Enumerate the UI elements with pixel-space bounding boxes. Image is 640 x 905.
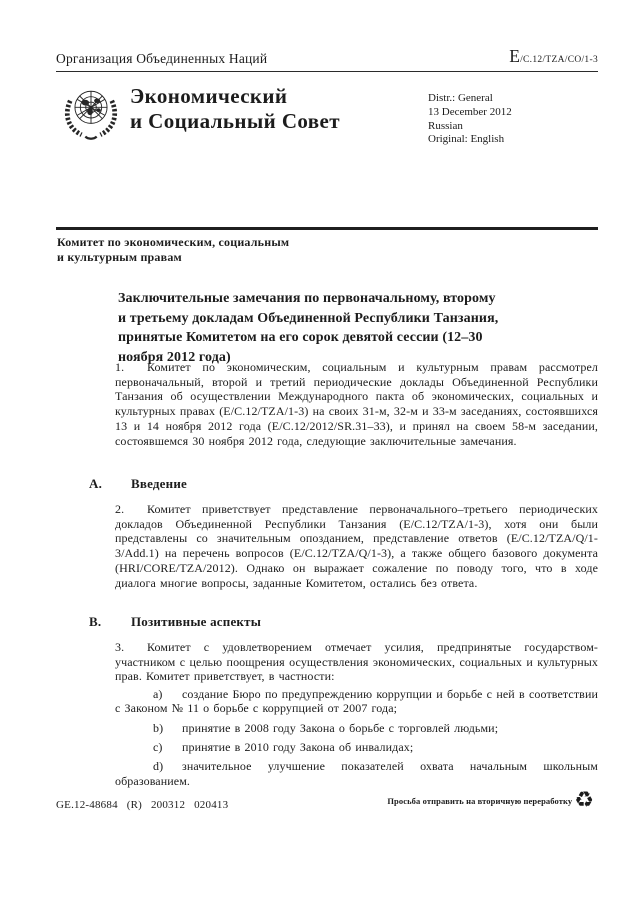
committee-line1: Комитет по экономическим, социальным (57, 235, 290, 249)
distr-line: Distr.: General (428, 92, 493, 104)
subparagraph-text: принятие в 2010 году Закона об инвалидах; (182, 739, 414, 754)
paragraph-text: Комитет с удовлетворением отмечает усилия, предпринятые государством-участником с целью поощрения осуществления экономических, социальных и культурных прав. Комитет приветствует, в частности: (115, 640, 598, 684)
subparagraph-label: c) (153, 739, 163, 754)
paragraph-text: Комитет по экономическим, социальным и культурным правам рассмотрел первоначальный, второй и третий периодические доклады Объединенной Республики Танзания об осуществлении Международного пакта об экономических, социальных и культурных правах (E/C.12/TZA/1-3) на своих 31-м, 32-м и 33-м заседаниях, состоявшихся 13 и 14 ноября 2012 года (E/C.12/2012/SR.31–33), и принял на своем 58-м заседании, состоявшемся 30 ноября 2012 года, следующие заключительные замечания. (115, 360, 598, 448)
subparagraph-label: a) (153, 686, 163, 701)
distr-date: 13 December 2012 (428, 105, 512, 118)
subparagraph-b (115, 721, 598, 736)
council-title (130, 84, 340, 134)
subparagraph-text: создание Бюро по предупреждению коррупции и борьбе с ней в соответствии с Законом № 11 о борьбе с коррупцией от 2007 года; (115, 686, 598, 716)
paragraph-1 (115, 360, 598, 448)
paragraph-2 (115, 502, 598, 590)
recycle-label: Просьба отправить на вторичную переработку (387, 796, 573, 806)
paragraph-text: Комитет приветствует представление первоначального–третьего периодических докладов Объединенной Республики Танзания (E/C.12/TZA/1-3), хотя они были представлены со значительным опозданием, представление ответов (E/C.12/TZA/Q/1-3/Add.1) на перечень вопросов (E/C.12/TZA/Q/1-3), а также общего базового документа (HRI/CORE/TZA/2012). Однако он выражает сожаление по поводу того, что в ходе диалога многие вопросы, заданные Комитетом, остались без ответа. (115, 502, 598, 590)
distr-language: Russian (428, 119, 463, 132)
subparagraph-c (115, 740, 598, 755)
document-symbol-number: /C.12/TZA/CO/1-3 (520, 55, 598, 65)
subparagraph-label: d) (153, 758, 164, 773)
subparagraph-label: b) (153, 720, 164, 735)
un-emblem-icon (57, 80, 125, 146)
section-title: Введение (131, 476, 187, 491)
council-title-line1: Экономический (130, 84, 288, 108)
recycle-notice (387, 790, 594, 812)
paragraph-number: 2. (115, 502, 125, 516)
distribution-block (428, 92, 512, 147)
council-title-line2: и Социальный Совет (130, 109, 340, 133)
paragraph-number: 3. (115, 640, 125, 654)
document-title: Заключительные замечания по первоначальному, второму и третьему докладам Объединенной Республики Танзания, принятые Комитетом на его сорок девятой сессии (12–30 ноября 2012 года) (118, 291, 499, 365)
paragraph-3-block (115, 640, 598, 793)
header-divider (56, 71, 598, 72)
paragraph-3 (115, 640, 598, 684)
section-divider (56, 227, 598, 230)
document-job-number: GE.12-48684 (R) 200312 020413 (56, 799, 229, 811)
section-heading-a (89, 476, 187, 492)
subparagraph-a (115, 687, 598, 716)
subparagraph-d (115, 759, 598, 788)
document-symbol (509, 46, 598, 67)
committee-line2: и культурным правам (57, 249, 182, 264)
subparagraph-text: значительное улучшение показателей охвата начальным школьным образованием. (115, 758, 598, 788)
section-letter: B. (89, 614, 102, 629)
paragraph-number: 1. (115, 360, 125, 374)
section-heading-b (89, 614, 261, 630)
section-title: Позитивные аспекты (131, 614, 262, 629)
org-name: Организация Объединенных Наций (56, 51, 268, 66)
document-symbol-series: E (509, 46, 521, 66)
committee-name (57, 235, 289, 264)
recycle-icon: ♻ (574, 788, 594, 813)
subparagraph-text: принятие в 2008 году Закона о борьбе с торговлей людьми; (182, 720, 499, 735)
distr-original: Original: English (428, 133, 505, 146)
section-letter: A. (89, 476, 103, 491)
